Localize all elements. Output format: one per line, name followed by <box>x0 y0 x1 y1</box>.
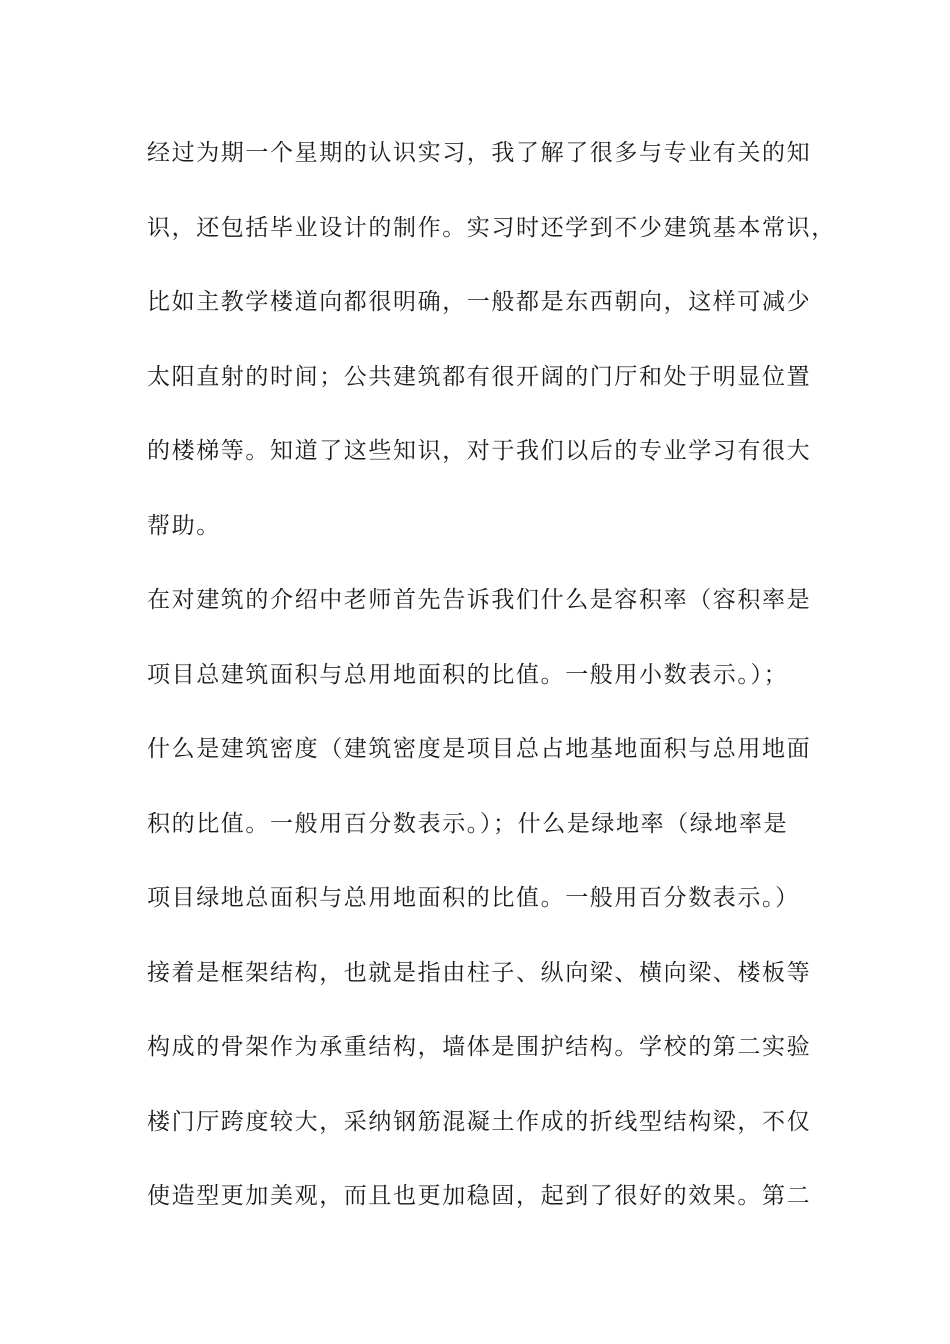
text-line: 帮助。 <box>147 512 221 539</box>
text-line: 在对建筑的介绍中老师首先告诉我们什么是容积率（容积率是 <box>147 587 812 613</box>
text-line: 积的比值。一般用百分数表示。）；什么是绿地率（绿地率是 <box>147 810 789 837</box>
text-line: 接着是框架结构，也就是指由柱子、纵向梁、横向梁、楼板等 <box>147 959 812 986</box>
text-line: 使造型更加美观，而且也更加稳固，起到了很好的效果。第二 <box>147 1183 812 1209</box>
text-line: 识，还包括毕业设计的制作。实习时还学到不少建筑基本常识， <box>147 214 836 241</box>
text-line: 太阳直射的时间；公共建筑都有很开阔的门厅和处于明显位置 <box>147 363 812 390</box>
text-line: 构成的骨架作为承重结构，墙体是围护结构。学校的第二实验 <box>147 1034 812 1060</box>
text-line: 什么是建筑密度（建筑密度是项目总占地基地面积与总用地面 <box>147 736 812 762</box>
text-line: 项目总建筑面积与总用地面积的比值。一般用小数表示。）； <box>147 661 789 688</box>
text-line: 项目绿地总面积与总用地面积的比值。一般用百分数表示。） <box>147 885 800 911</box>
text-line: 的楼梯等。知道了这些知识，对于我们以后的专业学习有很大 <box>147 438 812 464</box>
text-line: 比如主教学楼道向都很明确，一般都是东西朝向，这样可减少 <box>147 289 812 315</box>
text-line: 经过为期一个星期的认识实习，我了解了很多与专业有关的知 <box>147 140 812 166</box>
text-line: 楼门厅跨度较大，采纳钢筋混凝土作成的折线型结构梁，不仅 <box>147 1108 812 1135</box>
document-body <box>147 124 836 1242</box>
